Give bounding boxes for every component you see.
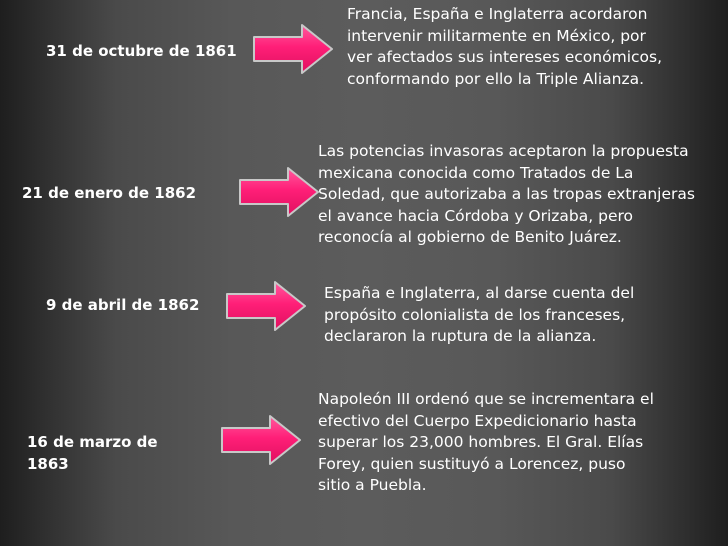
event-description: Francia, España e Inglaterra acordaron intervenir militarmente en México, por ver afectados sus intereses económicos, conformando por ello la Triple Alianza. — [347, 5, 663, 88]
event-date: 16 de marzo de 1863 — [27, 433, 158, 473]
event-date: 9 de abril de 1862 — [46, 296, 200, 314]
right-arrow-icon — [238, 166, 320, 218]
event-description: España e Inglaterra, al darse cuenta del propósito colonialista de los franceses, declararon la ruptura de la alianza. — [324, 284, 635, 345]
right-arrow-icon — [252, 23, 334, 75]
event-date: 21 de enero de 1862 — [22, 184, 197, 202]
event-description: Las potencias invasoras aceptaron la propuesta mexicana conocida como Tratados de La Soledad, que autorizaba a las tropas extranjeras el avance hacia Córdoba y Orizaba, pero reconocía al gobierno de Benito Juárez. — [318, 142, 695, 246]
right-arrow-icon — [225, 280, 307, 332]
right-arrow-icon — [220, 414, 302, 466]
event-date: 31 de octubre de 1861 — [46, 42, 237, 60]
event-description: Napoleón III ordenó que se incrementara el efectivo del Cuerpo Expedicionario hasta superar los 23,000 hombres. El Gral. Elías Forey, quien sustituyó a Lorencez, puso sitio a Puebla. — [318, 390, 654, 494]
